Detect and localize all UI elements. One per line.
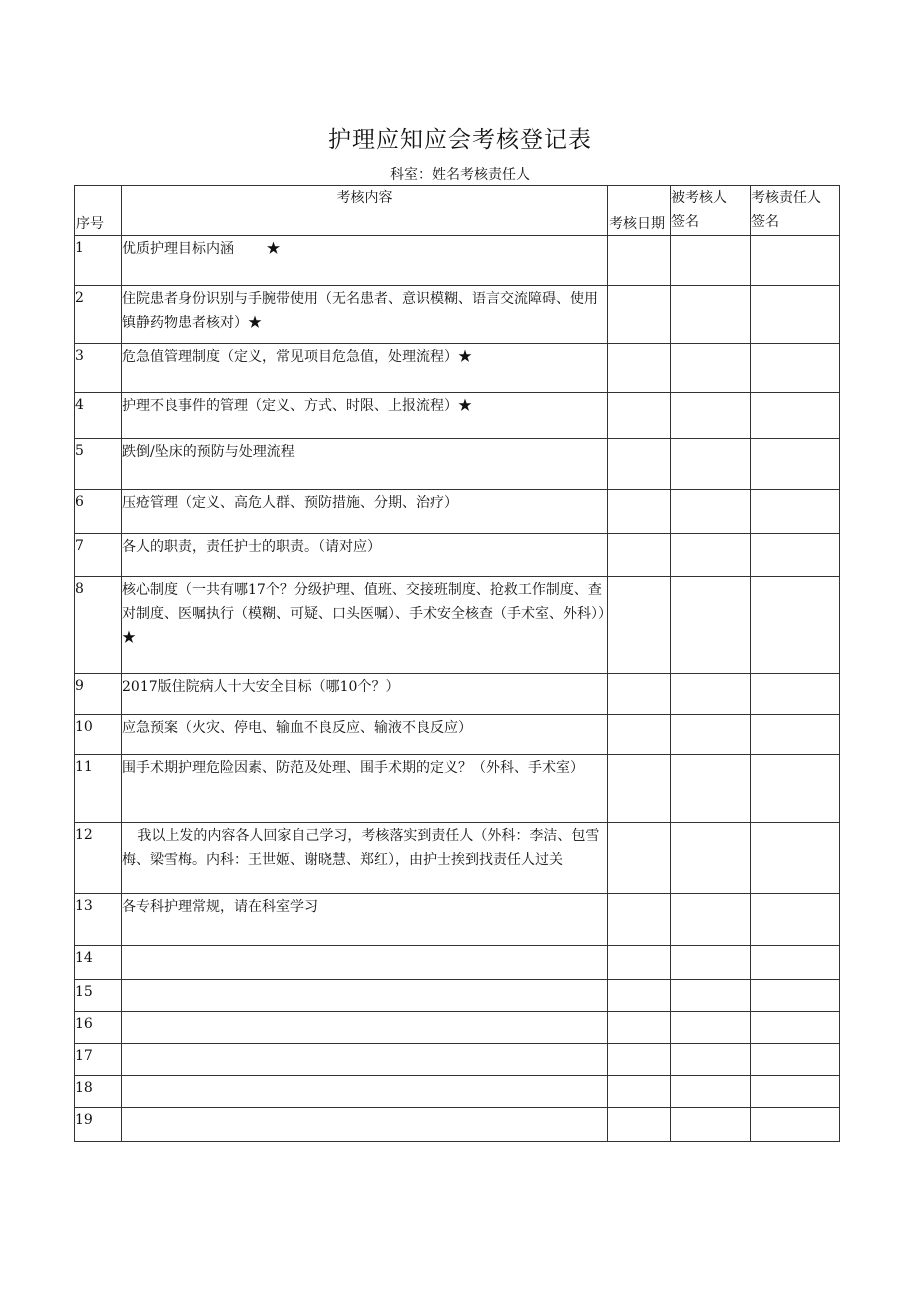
table-row <box>75 577 840 674</box>
table-row <box>75 236 840 286</box>
row-examiner-sign-cell[interactable] <box>751 1012 840 1044</box>
header-seq <box>75 186 122 236</box>
row-number: 9 <box>75 674 122 715</box>
row-content-cell <box>122 490 608 534</box>
row-date-cell[interactable] <box>608 286 671 344</box>
row-content-cell <box>122 674 608 715</box>
row-examinee-sign-cell[interactable] <box>671 439 751 490</box>
header-examinee-line2: 签名 <box>671 214 699 230</box>
row-examinee-sign-cell[interactable] <box>671 393 751 439</box>
row-examiner-sign-cell[interactable] <box>751 980 840 1012</box>
row-date-cell[interactable] <box>608 439 671 490</box>
row-examiner-sign-cell[interactable] <box>751 946 840 980</box>
header-seq-label: 序号 <box>76 216 104 232</box>
row-content-cell <box>122 1108 608 1142</box>
table-row <box>75 1044 840 1076</box>
row-content: 应急预案（火灾、停电、输血不良反应、输液不良反应） <box>122 720 472 736</box>
row-content-cell <box>122 286 608 344</box>
row-date-cell[interactable] <box>608 490 671 534</box>
row-examinee-sign-cell[interactable] <box>671 894 751 946</box>
row-content-cell <box>122 393 608 439</box>
row-number: 11 <box>75 755 122 823</box>
row-examiner-sign-cell[interactable] <box>751 534 840 577</box>
row-content <box>122 980 607 981</box>
row-content-cell <box>122 894 608 946</box>
row-content: 各人的职责，责任护士的职责。（请对应） <box>122 539 381 555</box>
row-date-cell[interactable] <box>608 1108 671 1142</box>
row-date-cell[interactable] <box>608 1044 671 1076</box>
row-examiner-sign-cell[interactable] <box>751 823 840 894</box>
table-row <box>75 490 840 534</box>
row-content: 跌倒/坠床的预防与处理流程 <box>122 444 295 460</box>
row-examiner-sign-cell[interactable] <box>751 286 840 344</box>
row-examiner-sign-cell[interactable] <box>751 577 840 674</box>
row-examinee-sign-cell[interactable] <box>671 534 751 577</box>
row-examinee-sign-cell[interactable] <box>671 577 751 674</box>
header-content: 考核内容 <box>122 186 608 236</box>
table-row <box>75 894 840 946</box>
row-content: 护理不良事件的管理（定义、方式、时限、上报流程）★ <box>122 398 472 414</box>
header-examiner-sign <box>751 186 840 236</box>
table-row <box>75 980 840 1012</box>
row-examinee-sign-cell[interactable] <box>671 1108 751 1142</box>
row-examiner-sign-cell[interactable] <box>751 236 840 286</box>
row-examiner-sign-cell[interactable] <box>751 674 840 715</box>
row-content-cell <box>122 236 608 286</box>
row-date-cell[interactable] <box>608 894 671 946</box>
row-examiner-sign-cell[interactable] <box>751 715 840 755</box>
row-date-cell[interactable] <box>608 755 671 823</box>
row-number: 17 <box>75 1044 122 1076</box>
row-examiner-sign-cell[interactable] <box>751 1076 840 1108</box>
table-row <box>75 1108 840 1142</box>
row-content: 各专科护理常规，请在科室学习 <box>122 899 318 915</box>
row-date-cell[interactable] <box>608 393 671 439</box>
table-row <box>75 534 840 577</box>
row-content: 压疮管理（定义、高危人群、预防措施、分期、治疗） <box>122 495 458 511</box>
row-examinee-sign-cell[interactable] <box>671 946 751 980</box>
row-content-cell <box>122 1044 608 1076</box>
row-content-cell <box>122 715 608 755</box>
row-content: 危急值管理制度（定义，常见项目危急值，处理流程）★ <box>122 349 472 365</box>
row-date-cell[interactable] <box>608 236 671 286</box>
row-content <box>122 1076 607 1077</box>
row-content-cell <box>122 823 608 894</box>
row-number: 16 <box>75 1012 122 1044</box>
row-examiner-sign-cell[interactable] <box>751 439 840 490</box>
table-row <box>75 1076 840 1108</box>
row-content <box>122 1044 607 1045</box>
table-header-row <box>75 186 840 236</box>
row-number: 5 <box>75 439 122 490</box>
row-date-cell[interactable] <box>608 534 671 577</box>
row-examinee-sign-cell[interactable] <box>671 823 751 894</box>
row-content-cell <box>122 534 608 577</box>
row-date-cell[interactable] <box>608 674 671 715</box>
row-examinee-sign-cell[interactable] <box>671 715 751 755</box>
table-row <box>75 674 840 715</box>
assessment-table <box>74 185 840 1142</box>
table-row <box>75 393 840 439</box>
row-examinee-sign-cell[interactable] <box>671 1012 751 1044</box>
row-content-cell <box>122 946 608 980</box>
row-content-cell <box>122 1012 608 1044</box>
row-date-cell[interactable] <box>608 946 671 980</box>
document-subtitle: 科室：姓名考核责任人 <box>390 167 530 183</box>
row-examiner-sign-cell[interactable] <box>751 755 840 823</box>
row-date-cell[interactable] <box>608 1076 671 1108</box>
table-row <box>75 439 840 490</box>
row-number: 13 <box>75 894 122 946</box>
row-content: 住院患者身份识别与手腕带使用（无名患者、意识模糊、语言交流障碍、使用镇静药物患者核对）★ <box>122 291 598 331</box>
header-date <box>608 186 671 236</box>
table-row <box>75 755 840 823</box>
document-title: 护理应知应会考核登记表 <box>328 127 592 153</box>
row-date-cell[interactable] <box>608 1012 671 1044</box>
table-row <box>75 1012 840 1044</box>
header-examinee-sign <box>671 186 751 236</box>
row-examinee-sign-cell[interactable] <box>671 674 751 715</box>
row-number: 10 <box>75 715 122 755</box>
header-examinee-line1: 被考核人 <box>671 190 727 206</box>
row-number: 6 <box>75 490 122 534</box>
row-content: 我以上发的内容各人回家自己学习，考核落实到责任人（外科：李洁、包雪梅、梁雪梅。内科：王世姬、谢晓慧、郑红），由护士挨到找责任人过关 <box>122 828 600 868</box>
row-content-cell <box>122 344 608 393</box>
row-number: 8 <box>75 577 122 674</box>
row-examinee-sign-cell[interactable] <box>671 755 751 823</box>
row-examinee-sign-cell[interactable] <box>671 980 751 1012</box>
row-content-cell <box>122 439 608 490</box>
row-content-cell <box>122 980 608 1012</box>
row-content: 核心制度（一共有哪17个？分级护理、值班、交接班制度、抢救工作制度、查对制度、医嘱执行（模糊、可疑、口头医嘱）、手术安全核查（手术室、外科））★ <box>122 582 605 646</box>
header-examiner-line2: 签名 <box>751 214 779 230</box>
table-row <box>75 823 840 894</box>
header-examiner-line1: 考核责任人 <box>751 190 821 206</box>
row-examiner-sign-cell[interactable] <box>751 1108 840 1142</box>
table-row <box>75 946 840 980</box>
table-row <box>75 286 840 344</box>
row-examiner-sign-cell[interactable] <box>751 344 840 393</box>
row-examiner-sign-cell[interactable] <box>751 393 840 439</box>
header-date-label: 考核日期 <box>609 216 665 232</box>
row-examinee-sign-cell[interactable] <box>671 1076 751 1108</box>
row-date-cell[interactable] <box>608 715 671 755</box>
row-content <box>122 946 607 947</box>
row-date-cell[interactable] <box>608 980 671 1012</box>
row-content <box>122 1108 607 1109</box>
row-date-cell[interactable] <box>608 577 671 674</box>
row-examiner-sign-cell[interactable] <box>751 1044 840 1076</box>
row-number: 15 <box>75 980 122 1012</box>
row-number: 4 <box>75 393 122 439</box>
row-examinee-sign-cell[interactable] <box>671 236 751 286</box>
row-number: 2 <box>75 286 122 344</box>
row-content-cell <box>122 755 608 823</box>
row-number: 19 <box>75 1108 122 1142</box>
row-number: 3 <box>75 344 122 393</box>
table-row <box>75 715 840 755</box>
row-content <box>122 1012 607 1013</box>
row-date-cell[interactable] <box>608 344 671 393</box>
row-number: 14 <box>75 946 122 980</box>
table-row <box>75 344 840 393</box>
row-examinee-sign-cell[interactable] <box>671 490 751 534</box>
row-content: 围手术期护理危险因素、防范及处理、围手术期的定义？（外科、手术室） <box>122 760 584 776</box>
row-examinee-sign-cell[interactable] <box>671 344 751 393</box>
row-examinee-sign-cell[interactable] <box>671 286 751 344</box>
row-examiner-sign-cell[interactable] <box>751 894 840 946</box>
row-number: 7 <box>75 534 122 577</box>
row-examinee-sign-cell[interactable] <box>671 1044 751 1076</box>
row-date-cell[interactable] <box>608 823 671 894</box>
row-content: 优质护理目标内涵 ★ <box>122 241 281 257</box>
row-content-cell <box>122 577 608 674</box>
row-content: 2017版住院病人十大安全目标（哪10个？） <box>122 679 400 695</box>
row-examiner-sign-cell[interactable] <box>751 490 840 534</box>
row-content-cell <box>122 1076 608 1108</box>
row-number: 1 <box>75 236 122 286</box>
row-number: 18 <box>75 1076 122 1108</box>
row-number: 12 <box>75 823 122 894</box>
